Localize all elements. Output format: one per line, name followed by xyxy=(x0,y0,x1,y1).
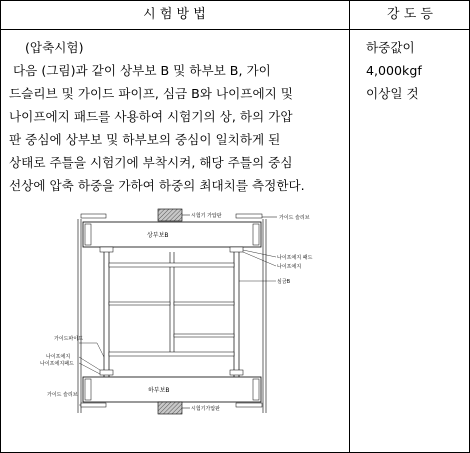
label-core-bar: 심금B xyxy=(277,279,291,285)
strength-line: 4,000kgf xyxy=(366,63,422,78)
method-header: 시 험 방 법 xyxy=(143,7,206,22)
strength-line: 하중값이 xyxy=(366,40,415,55)
guide-sleeve-right-top xyxy=(236,214,262,218)
bottom-press-plate xyxy=(158,402,182,414)
method-line: 드슬리브 및 가이드 파이프, 심금 B와 나이프에지 및 xyxy=(9,86,293,101)
method-line: 상태로 주틀을 시험기에 부착시켜, 해당 주틀의 중심 xyxy=(9,155,293,170)
label-guide-sleeve-bottom: 가이드 슬리브 xyxy=(47,392,78,398)
label-bottom-plate: 시험기가압판 xyxy=(191,406,220,412)
ledger-4 xyxy=(174,334,234,337)
method-line: 선상에 압축 하중을 가하여 하중의 최대치를 측정한다. xyxy=(9,178,305,193)
label-knife-edge-pad-bottom: 나이프에지패드 xyxy=(40,361,74,367)
ledger-2 xyxy=(109,302,170,305)
method-line: 다음 (그림)과 같이 상부보 B 및 하부보 B, 가이 xyxy=(13,63,271,78)
guide-sleeve-right-bottom xyxy=(236,403,262,407)
strength-line: 이상일 것 xyxy=(366,86,419,101)
label-guide-sleeve-top: 가이드 슬리브 xyxy=(279,215,310,221)
ledger-5 xyxy=(109,352,234,356)
guide-sleeve-left-top xyxy=(81,214,106,218)
top-press-plate xyxy=(158,209,182,221)
method-line: (압축시험) xyxy=(25,40,84,55)
label-knife-edge-pad-top: 나이프에지 패드 xyxy=(277,255,313,261)
lower-beam xyxy=(83,377,261,402)
knife-edge-bottom-right xyxy=(230,370,243,375)
upper-beam xyxy=(83,222,261,247)
method-line: 판 중심에 상부보 및 하부보의 중심이 일치하게 된 xyxy=(9,132,281,147)
method-line: 나이프에지 패드를 사용하여 시험기의 상, 하의 가압 xyxy=(9,109,293,124)
guide-sleeve-left-bottom xyxy=(81,403,106,407)
knife-edge-bottom-left xyxy=(100,370,113,375)
strength-header: 강 도 등 xyxy=(387,7,433,22)
label-lower-beam: 하부보B xyxy=(148,387,170,394)
label-upper-beam: 상부보B xyxy=(147,232,169,239)
knife-edge-top-right xyxy=(230,247,243,252)
ledger-3 xyxy=(174,302,234,305)
knife-edge-top-left xyxy=(100,247,113,252)
label-knife-edge-bottom: 나이프에지 xyxy=(46,354,71,360)
label-guide-pipe: 가이드파이프 xyxy=(54,336,83,342)
ledger-1 xyxy=(109,263,234,267)
label-top-plate: 시험기 가압판 xyxy=(191,213,222,219)
label-knife-edge-top: 나이프에지 xyxy=(277,264,302,270)
